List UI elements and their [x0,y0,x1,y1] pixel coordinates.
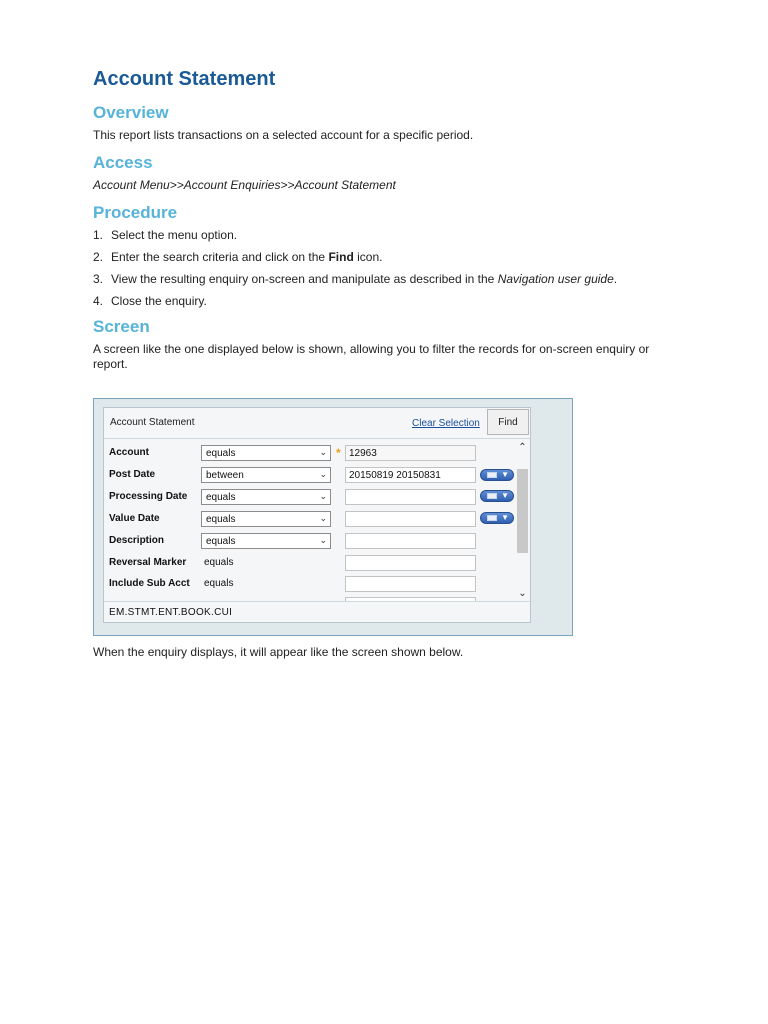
operator-select-post-date[interactable] [201,467,331,483]
field-label-processing-date: Processing Date [109,491,188,502]
field-label-include-sub-acct: Include Sub Acct [109,578,190,589]
list-item [93,250,683,272]
calendar-button-processing-date[interactable] [480,490,514,502]
step-text: Enter the search criteria and click on the [111,250,329,264]
operator-static: equals [204,557,234,568]
scroll-thumb[interactable] [517,469,528,553]
step-text: Close the enquiry. [111,294,207,308]
step-text: Select the menu option. [111,228,238,242]
field-label-account: Account [109,447,149,458]
field-label-post-date: Post Date [109,469,156,480]
value-input-include-sub-acct[interactable] [345,576,476,592]
calendar-button-value-date[interactable] [480,512,514,524]
divider [104,601,530,602]
operator-static: equals [204,578,234,589]
embedded-screenshot [93,398,573,636]
calendar-button-post-date[interactable] [480,469,514,481]
list-item [93,294,683,316]
operator-value: equals [206,448,236,459]
chevron-up-icon[interactable]: ⌃ [518,442,527,453]
chevron-down-icon: ⌄ [319,447,327,457]
enquiry-id: EM.STMT.ENT.BOOK.CUI [109,607,233,618]
calendar-icon [487,493,497,499]
value-input-post-date[interactable]: 20150819 20150831 [345,467,476,483]
chevron-down-icon: ⌄ [319,513,327,523]
list-item [93,272,683,294]
operator-value: equals [206,536,236,547]
step-number: 3. [93,272,104,286]
value-input-processing-date[interactable] [345,489,476,505]
operator-value: equals [206,514,236,525]
step-bold-text: Find [328,250,354,264]
divider [104,438,530,439]
procedure-heading: Procedure [93,203,178,222]
step-text-end: . [613,272,618,286]
chevron-down-icon: ▼ [501,470,509,479]
clear-selection-link[interactable]: Clear Selection [412,418,480,429]
value-input-reversal-marker[interactable] [345,555,476,571]
step-italic-text: Navigation user guide [497,272,614,286]
list-item [93,228,683,250]
overview-heading: Overview [93,103,169,122]
operator-select-account[interactable] [201,445,331,461]
operator-select-processing-date[interactable] [201,489,331,505]
operator-select-description[interactable] [201,533,331,549]
after-screen-text: When the enquiry displays, it will appear like the screen shown below. [93,645,464,659]
access-heading: Access [93,153,153,172]
step-number: 1. [93,228,104,242]
field-label-value-date: Value Date [109,513,160,524]
value-input-value-date[interactable] [345,511,476,527]
procedure-steps [93,228,683,316]
find-button[interactable]: Find [487,409,529,435]
operator-select-value-date[interactable] [201,511,331,527]
mandatory-icon: * [336,446,341,460]
scrollbar[interactable] [516,441,529,601]
chevron-down-icon: ⌄ [319,535,327,545]
chevron-down-icon: ⌄ [319,469,327,479]
panel-title: Account Statement [110,417,195,428]
selection-panel [103,407,531,623]
value-input-account[interactable]: 12963 [345,445,476,461]
document [93,66,683,372]
access-path: Account Menu>>Account Enquiries>>Account Statement [93,178,396,192]
chevron-down-icon: ⌄ [319,491,327,501]
step-number: 4. [93,294,104,308]
field-label-reversal-marker: Reversal Marker [109,557,187,568]
field-label-description: Description [109,535,165,546]
chevron-down-icon: ▼ [501,513,509,522]
step-text-end: icon. [353,250,383,264]
overview-text: This report lists transactions on a selected account for a specific period. [93,128,474,142]
calendar-icon [487,515,497,521]
calendar-icon [487,472,497,478]
screen-heading: Screen [93,317,150,336]
value-input-description[interactable] [345,533,476,549]
step-number: 2. [93,250,104,264]
step-text: View the resulting enquiry on-screen and manipulate as described in the [111,272,498,286]
chevron-down-icon[interactable]: ⌄ [518,588,527,599]
chevron-down-icon: ▼ [501,491,509,500]
screen-text: A screen like the one displayed below is shown, allowing you to filter the records for on-screen enquiry or report. [93,342,650,371]
page-title: Account Statement [93,68,276,90]
operator-value: between [206,470,244,481]
operator-value: equals [206,492,236,503]
